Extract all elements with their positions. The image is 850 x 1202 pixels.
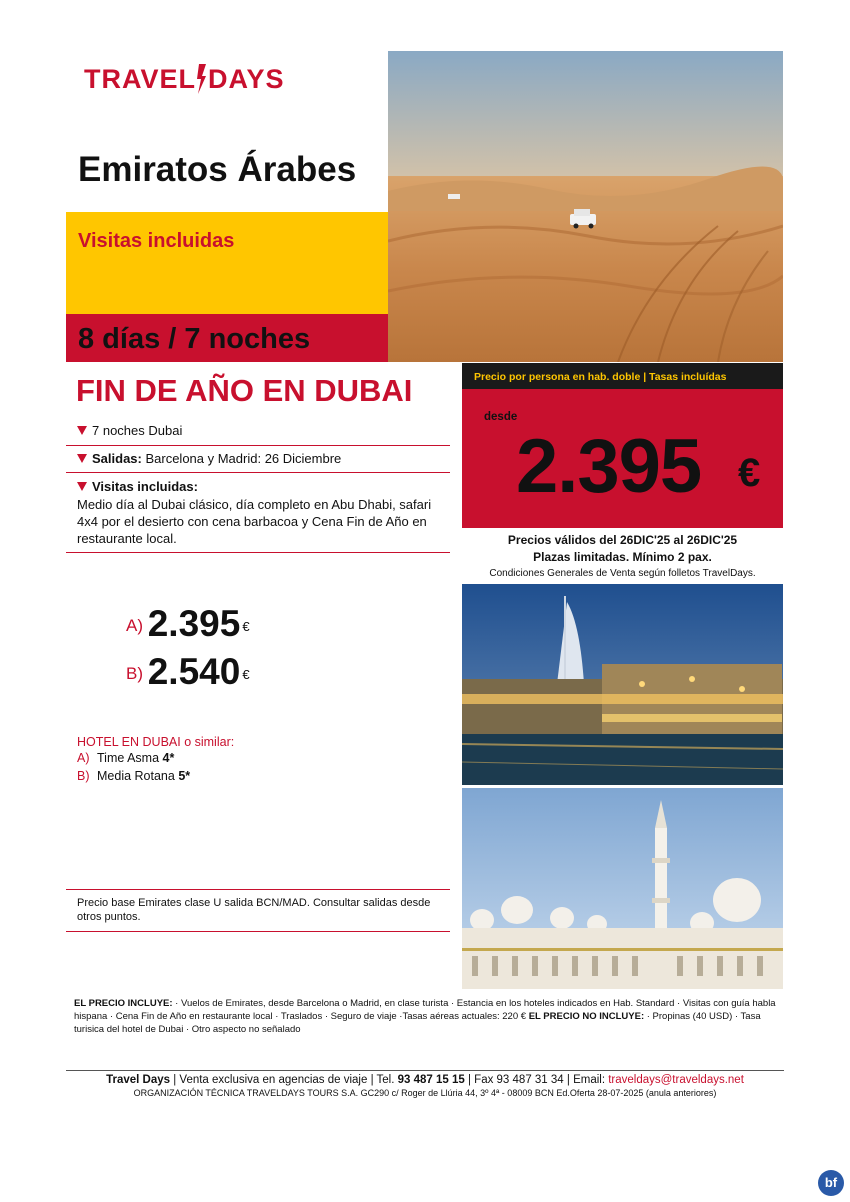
footer-email-link[interactable]: traveldays@traveldays.net xyxy=(608,1074,744,1086)
footer-phone: 93 487 15 15 xyxy=(397,1074,465,1086)
departures-label: Salidas: xyxy=(92,451,142,466)
dubai-burj-al-arab-photo xyxy=(462,584,783,785)
price-validity: Precios válidos del 26DIC'25 al 26DIC'25 xyxy=(507,533,738,547)
logo-bolt-icon xyxy=(197,64,207,94)
visits-label: Visitas incluidas: xyxy=(92,479,198,494)
price-header-text: Precio por persona en hab. doble | Tasas incluídas xyxy=(474,371,727,383)
footer-company: Travel Days xyxy=(106,1074,171,1086)
includes-label: EL PRECIO INCLUYE: xyxy=(74,998,173,1009)
triangle-bullet-icon xyxy=(77,454,87,463)
departures-value: Barcelona y Madrid: 26 Diciembre xyxy=(141,451,342,466)
visits-description: Medio día al Dubai clásico, día completo en Abu Dhabi, safari 4x4 por el desierto con cena barbacoa y Cena Fin de Año en restaurante local. xyxy=(77,497,432,546)
option-b-price xyxy=(126,651,250,693)
hotel-letter: A) xyxy=(77,751,90,765)
hotel-name: Media Rotana xyxy=(97,769,179,783)
footer-divider xyxy=(66,1070,784,1071)
divider xyxy=(66,472,450,473)
hotel-stars: 4* xyxy=(162,751,175,765)
country-title: Emiratos Árabes xyxy=(78,150,357,189)
visits-band-label: Visitas incluidas xyxy=(78,230,235,252)
excludes-label: EL PRECIO NO INCLUYE: xyxy=(528,1011,645,1022)
hotel-row xyxy=(77,769,190,783)
footer-legal: ORGANIZACIÓN TÉCNICA TRAVELDAYS TOURS S.A. GC290 c/ Roger de Llúria 44, 3º 4ª - 08009 BCN Ed.Oferta 28-07-2025 (anula anteriores) xyxy=(133,1088,717,1098)
logo-text-days: DAYS xyxy=(208,64,285,94)
excludes-text: · Propinas (40 USD) · Tasa turisica del hotel de Dubai · Otro aspecto no señalado xyxy=(74,1011,761,1035)
divider xyxy=(66,445,450,446)
sheikh-zayed-mosque-photo xyxy=(462,788,783,989)
stay-item xyxy=(77,423,182,438)
hotel-section-title: HOTEL EN DUBAI o similar: xyxy=(77,735,235,749)
traveldays-logo xyxy=(84,64,285,95)
desert-safari-photo xyxy=(388,51,783,362)
footer-tagline: | Venta exclusiva en agencias de viaje | Tel. xyxy=(170,1074,398,1086)
price-from-label: desde xyxy=(484,411,518,423)
price-currency: € xyxy=(738,451,761,495)
option-amount: 2.540 xyxy=(147,651,241,692)
divider xyxy=(66,931,450,932)
price-header-bar xyxy=(462,363,783,389)
limited-places: Plazas limitadas. Mínimo 2 pax. xyxy=(533,550,712,564)
hotel-row xyxy=(77,751,174,765)
hotel-letter: B) xyxy=(77,769,90,783)
trip-title: FIN DE AÑO EN DUBAI xyxy=(76,373,413,408)
triangle-bullet-icon xyxy=(77,482,87,491)
option-letter: A) xyxy=(126,616,143,635)
price-amount: 2.395 xyxy=(516,424,702,509)
sale-conditions: Condiciones Generales de Venta según folletos TravelDays. xyxy=(489,568,756,579)
triangle-bullet-icon xyxy=(77,426,87,435)
visits-band xyxy=(66,212,388,314)
divider xyxy=(66,552,450,553)
option-currency: € xyxy=(242,667,250,682)
base-price-note: Precio base Emirates clase U salida BCN/MAD. Consultar salidas desde otros puntos. xyxy=(77,897,431,923)
logo-text-travel: TRAVEL xyxy=(84,64,196,94)
option-letter: B) xyxy=(126,664,143,683)
footer-contact xyxy=(66,1074,784,1086)
departures-item xyxy=(77,451,341,466)
fine-print xyxy=(74,997,786,1036)
option-a-price xyxy=(126,603,250,645)
duration-band xyxy=(66,314,388,362)
option-currency: € xyxy=(242,619,250,634)
option-amount: 2.395 xyxy=(147,603,241,644)
visits-item xyxy=(77,479,198,494)
includes-text: · Vuelos de Emirates, desde Barcelona o Madrid, en clase turista · Estancia en los hoteles indicados en Hab. Standard · Visitas con guía habla hispana · Cena Fin de Año en restaurante local · Traslados · Seguro de viaje ·Tasas aéreas actuales: 220 € xyxy=(74,998,776,1022)
stay-text: 7 noches Dubai xyxy=(92,423,183,438)
duration-label: 8 días / 7 noches xyxy=(78,323,311,355)
price-box xyxy=(462,389,783,528)
footer-fax: | Fax 93 487 31 34 | Email: xyxy=(464,1074,609,1086)
bf-badge-icon[interactable]: bf xyxy=(818,1170,844,1196)
hotel-stars: 5* xyxy=(178,769,191,783)
hotel-name: Time Asma xyxy=(97,751,163,765)
divider xyxy=(66,889,450,890)
